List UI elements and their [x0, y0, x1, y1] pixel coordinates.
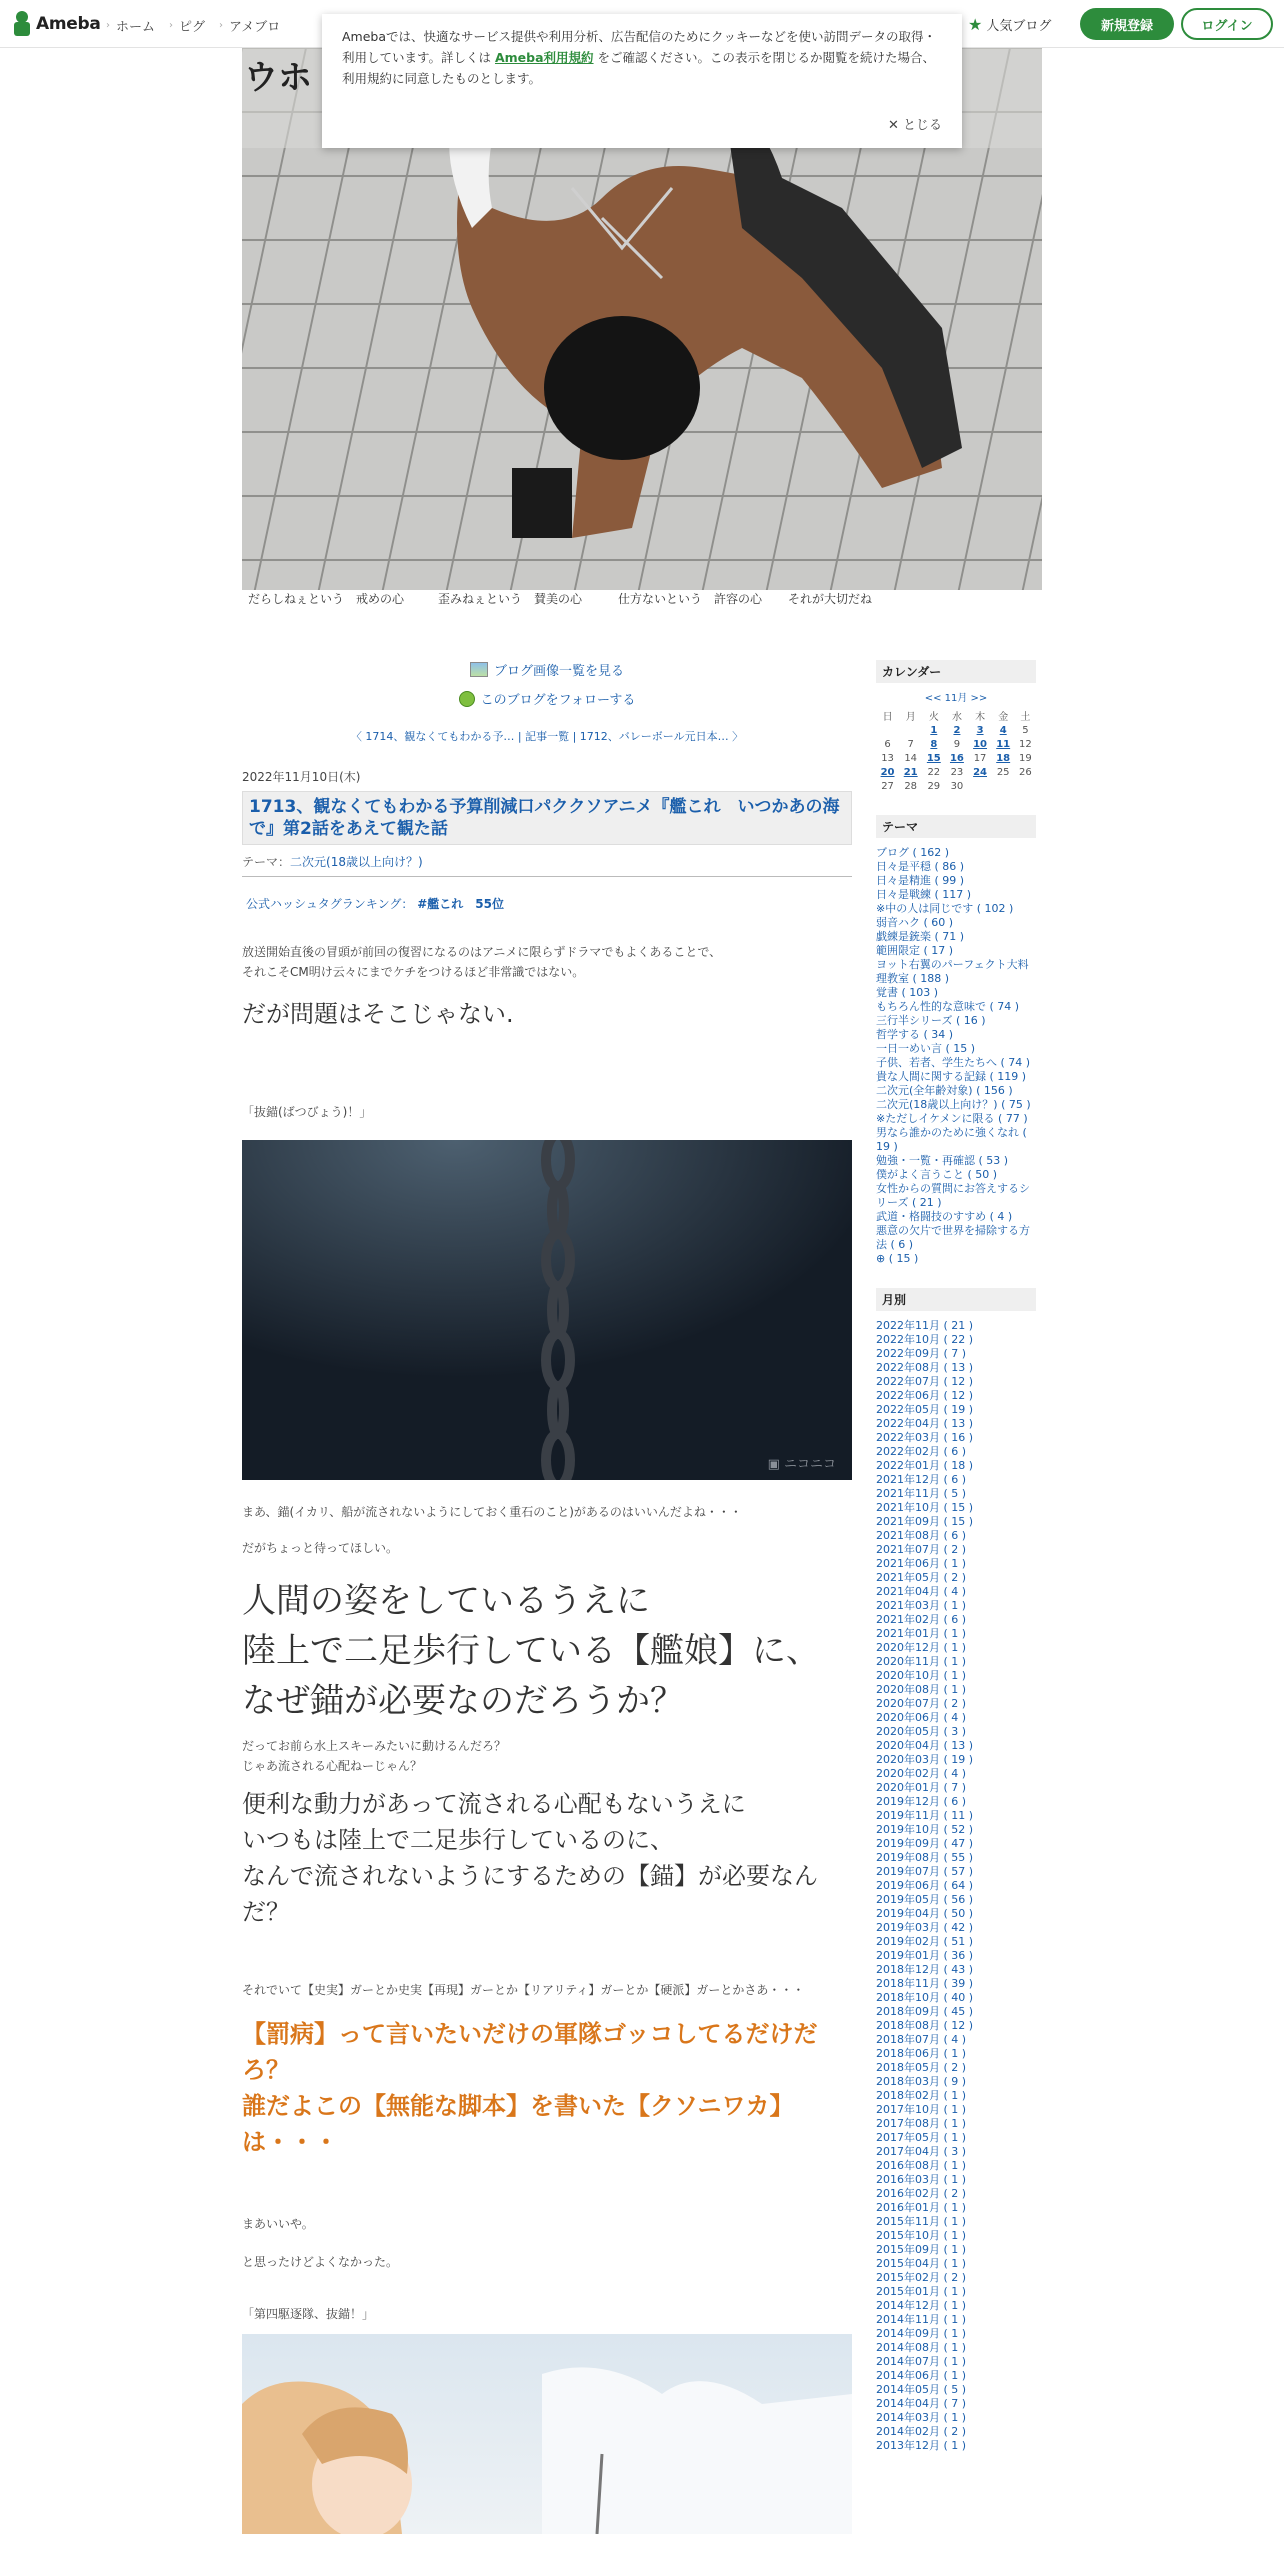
paragraph: と思ったけどよくなかった。	[242, 2255, 399, 2269]
theme-link[interactable]: 男なら誰かのために強くなれ ( 19 )	[876, 1126, 1027, 1153]
monthly-archive-link[interactable]: 2017年08月 ( 1 )	[876, 2117, 967, 2130]
monthly-archive-link[interactable]: 2022年10月 ( 22 )	[876, 1333, 974, 1346]
logo-text: Ameba	[36, 14, 101, 34]
monthly-archive-link[interactable]: 2014年08月 ( 1 )	[876, 2341, 967, 2354]
ameba-logo-icon	[12, 11, 32, 37]
calendar-day: 22	[927, 766, 941, 778]
calendar-day: 30	[950, 780, 964, 792]
monthly-archive-link[interactable]: 2022年01月 ( 18 )	[876, 1459, 974, 1472]
monthly-archive-link[interactable]: 2022年11月 ( 21 )	[876, 1319, 974, 1332]
paragraph: それこそCM明け云々にまでケチをつけるほど非常識ではない。	[242, 965, 585, 979]
monthly-archive-link[interactable]: 2014年04月 ( 7 )	[876, 2397, 967, 2410]
calendar-day: 29	[927, 780, 941, 792]
theme-link[interactable]: ※ただしイケメンに限る ( 77 )	[876, 1112, 1028, 1125]
monthly-archive-link[interactable]: 2019年11月 ( 11 )	[876, 1809, 974, 1822]
article-theme	[242, 853, 852, 877]
paragraph: それでいて【史実】ガーとか史実【再現】ガーとか【リアリティ】ガーとか【硬派】ガーとかさあ・・・	[242, 1983, 805, 1997]
monthly-archive-link[interactable]: 2021年02月 ( 6 )	[876, 1613, 967, 1626]
popular-blog-link[interactable]	[968, 15, 1051, 34]
quote: 「抜錨(ばつびょう)！」	[242, 1105, 372, 1119]
monthly-archive-link[interactable]: 2019年03月 ( 42 )	[876, 1921, 974, 1934]
emphasis-orange-text: 【罰病】って言いたいだけの軍隊ゴッコしてるだけだろ？	[242, 2020, 818, 2084]
monthly-archive-link[interactable]: 2019年09月 ( 47 )	[876, 1837, 974, 1850]
theme-link[interactable]: 二次元(全年齢対象) ( 156 )	[876, 1084, 1013, 1097]
calendar-day: 25	[996, 766, 1010, 778]
weekday-label: 木	[975, 712, 986, 723]
weekday-label: 金	[998, 712, 1009, 723]
monthly-archive-link[interactable]: 2016年08月 ( 1 )	[876, 2159, 967, 2172]
paragraph: まあ、錨(イカリ、船が流されないようにしておく重石のこと)があるのはいいんだよね・・・	[242, 1505, 742, 1519]
monthly-archive-link[interactable]: 2021年04月 ( 4 )	[876, 1585, 967, 1598]
monthly-archive-link[interactable]: 2018年08月 ( 12 )	[876, 2019, 974, 2032]
tagline-3: 仕方ないという 許容の心	[618, 592, 763, 606]
quote: 「第四駆逐隊、抜錨！」	[242, 2307, 375, 2321]
emphasis-orange-text: 誰だよこの【無能な脚本】を書いた【クソニワカ】は・・・	[242, 2092, 794, 2156]
theme-link[interactable]: 二次元(18歳以上向け？)	[290, 855, 423, 869]
nav-label: ピグ	[179, 20, 206, 35]
theme-label: テーマ：	[242, 855, 291, 869]
image-icon	[470, 662, 488, 677]
theme-link[interactable]: 弱音ハク ( 60 )	[876, 916, 954, 929]
monthly-archive-link[interactable]: 2022年06月 ( 12 )	[876, 1389, 974, 1402]
calendar-day: 27	[881, 780, 894, 792]
theme-link[interactable]: 日々是平穏 ( 86 )	[876, 860, 965, 873]
anime-screenshot-girl	[242, 2334, 852, 2534]
hashtag-ranking[interactable]	[242, 891, 852, 916]
tagline-1: だらしねぇという 戒めの心	[248, 592, 405, 606]
monthly-archive-link[interactable]: 2015年01月 ( 1 )	[876, 2285, 967, 2298]
calendar-day: 5	[1022, 724, 1029, 736]
follow-icon	[459, 691, 475, 707]
image-list-label: ブログ画像一覧を見る	[493, 664, 624, 679]
weekday-label: 土	[1020, 712, 1031, 723]
theme-link[interactable]: 範囲限定 ( 17 )	[876, 944, 954, 957]
monthly-archive-link[interactable]: 2018年11月 ( 39 )	[876, 1977, 974, 1990]
calendar-day: 26	[1019, 766, 1032, 778]
emphasis-text: だが問題はそこじゃない.	[242, 1000, 514, 1028]
calendar-day: 17	[973, 752, 987, 764]
article-pager[interactable]: 〈 1714、観なくてもわかる予… | 記事一覧 | 1712、バレーボール元日本… 〉	[350, 730, 744, 743]
theme-link[interactable]: 日々是戦練 ( 117 )	[876, 888, 972, 901]
crown-star-icon: ★	[968, 14, 983, 34]
image-list-link[interactable]	[242, 660, 852, 679]
monthly-archive-link[interactable]: 2021年01月 ( 1 )	[876, 1627, 967, 1640]
theme-list	[876, 846, 1036, 1266]
theme-heading: テーマ	[876, 815, 1036, 838]
article-date: 2022年11月10日(木)	[242, 770, 361, 784]
blog-title[interactable]: ウホ	[244, 58, 312, 98]
monthly-archive-link[interactable]: 2015年02月 ( 2 )	[876, 2271, 967, 2284]
theme-link[interactable]: ※中の人は同じです ( 102 )	[876, 902, 1014, 915]
monthly-archive-link[interactable]: 2021年12月 ( 6 )	[876, 1473, 967, 1486]
calendar	[876, 689, 1036, 793]
monthly-archive-link[interactable]: 2022年03月 ( 16 )	[876, 1431, 974, 1444]
nav-label: ホーム	[116, 20, 156, 35]
monthly-archive-link[interactable]: 2019年04月 ( 50 )	[876, 1907, 974, 1920]
ameba-logo[interactable]	[12, 10, 101, 38]
monthly-archive-link[interactable]: 2021年07月 ( 2 )	[876, 1543, 967, 1556]
emphasis-text: なぜ錨が必要なのだろうか？	[242, 1681, 684, 1721]
paragraph: まあいいや。	[242, 2217, 314, 2231]
calendar-day: 19	[1019, 752, 1032, 764]
chevron-right-icon: ›	[106, 20, 110, 31]
nav-item-pigg[interactable]	[169, 16, 205, 35]
monthly-archive-link[interactable]: 2020年07月 ( 2 )	[876, 1697, 967, 1710]
theme-link[interactable]: 二次元(18歳以上向け？) ( 75 )	[876, 1098, 1031, 1111]
chevron-right-icon: ›	[169, 20, 174, 31]
tagline-4: それが大切だね	[788, 592, 873, 606]
monthly-archive-link[interactable]: 2014年12月 ( 1 )	[876, 2299, 967, 2312]
monthly-archive-link[interactable]: 2022年08月 ( 13 )	[876, 1361, 974, 1374]
monthly-archive-link[interactable]: 2014年09月 ( 1 )	[876, 2327, 967, 2340]
monthly-archive-link[interactable]: 2019年06月 ( 64 )	[876, 1879, 974, 1892]
calendar-day: 6	[884, 738, 891, 750]
login-button[interactable]: ログイン	[1181, 8, 1273, 40]
weekday-label: 日	[882, 712, 893, 723]
monthly-archive-link[interactable]: 2020年04月 ( 13 )	[876, 1739, 974, 1752]
monthly-archive-list	[876, 1319, 1036, 2453]
popular-label: 人気ブログ	[986, 19, 1052, 34]
calendar-day	[876, 723, 899, 737]
theme-link[interactable]: 日々是精進 ( 99 )	[876, 874, 965, 887]
theme-link[interactable]: 勉強・一覧・再確認 ( 53 )	[876, 1154, 1009, 1167]
monthly-archive-link[interactable]: 2020年02月 ( 4 )	[876, 1767, 967, 1780]
calendar-day: 28	[904, 780, 918, 792]
theme-link[interactable]: 悪意の欠片で世界を掃除する方法 ( 6 )	[876, 1224, 1030, 1251]
article-title[interactable]: 1713、観なくてもわかる予算削減口パククソアニメ『艦これ いつかあの海で』第2話をあえて観た話	[242, 791, 852, 845]
monthly-archive-link[interactable]: 2018年12月 ( 43 )	[876, 1963, 974, 1976]
monthly-archive-link[interactable]: 2021年09月 ( 15 )	[876, 1515, 974, 1528]
calendar-day-link[interactable]: 10	[973, 738, 988, 750]
emphasis-text: いつもは陸上で二足歩行しているのに、	[242, 1826, 674, 1854]
monthly-archive-link[interactable]: 2019年05月 ( 56 )	[876, 1893, 974, 1906]
paragraph: 放送開始直後の冒頭が前回の復習になるのはアニメに限らずドラマでもよくあることで、	[242, 945, 722, 959]
calendar-day	[969, 779, 992, 793]
anime-screenshot-anchor-chain	[242, 1140, 852, 1480]
monthly-archive-link[interactable]: 2020年12月 ( 1 )	[876, 1641, 967, 1654]
monthly-archive-link[interactable]: 2018年10月 ( 40 )	[876, 1991, 974, 2004]
monthly-archive-link[interactable]: 2019年10月 ( 52 )	[876, 1823, 974, 1836]
monthly-archive-link[interactable]: 2015年10月 ( 1 )	[876, 2229, 967, 2242]
weekday-label: 月	[905, 712, 916, 723]
calendar-day-link[interactable]: 4	[999, 724, 1007, 736]
monthly-archive-link[interactable]: 2019年12月 ( 6 )	[876, 1795, 967, 1808]
article	[242, 650, 852, 2534]
terms-link[interactable]: Ameba利用規約	[494, 50, 594, 65]
theme-link[interactable]: もちろん性的な意味で ( 74 )	[876, 1000, 1020, 1013]
monthly-archive-link[interactable]: 2018年09月 ( 45 )	[876, 2005, 974, 2018]
monthly-archive-link[interactable]: 2013年12月 ( 1 )	[876, 2439, 967, 2452]
signup-button[interactable]: 新規登録	[1080, 8, 1174, 40]
monthly-archive-link[interactable]: 2020年10月 ( 1 )	[876, 1669, 967, 1682]
emphasis-text: 陸上で二足歩行している【艦娘】に、	[242, 1631, 820, 1671]
tagline-2: 歪みねぇという 賛美の心	[438, 592, 583, 606]
monthly-archive-link[interactable]: 2016年01月 ( 1 )	[876, 2201, 967, 2214]
monthly-archive-link[interactable]: 2022年04月 ( 13 )	[876, 1417, 974, 1430]
calendar-nav[interactable]: << 11月 >>	[924, 693, 988, 704]
monthly-archive-link[interactable]: 2014年05月 ( 5 )	[876, 2383, 967, 2396]
monthly-archive-link[interactable]: 2014年07月 ( 1 )	[876, 2355, 967, 2368]
nav-item-home[interactable]	[106, 16, 155, 35]
monthly-heading: 月別	[876, 1288, 1036, 1311]
calendar-day: 14	[904, 752, 918, 764]
theme-link[interactable]: 戯練是銃楽 ( 71 )	[876, 930, 965, 943]
monthly-archive-link[interactable]: 2019年08月 ( 55 )	[876, 1851, 974, 1864]
monthly-archive-link[interactable]: 2016年03月 ( 1 )	[876, 2173, 967, 2186]
follow-link[interactable]	[242, 689, 852, 708]
monthly-archive-link[interactable]: 2017年05月 ( 1 )	[876, 2131, 967, 2144]
follow-label: このブログをフォローする	[480, 693, 636, 708]
global-nav	[106, 16, 280, 35]
theme-link[interactable]: 覚書 ( 103 )	[876, 986, 939, 999]
blog-tagline	[248, 590, 1048, 607]
monthly-archive-link[interactable]: 2021年10月 ( 15 )	[876, 1501, 974, 1514]
monthly-archive-link[interactable]: 2018年07月 ( 4 )	[876, 2033, 967, 2046]
monthly-archive-link[interactable]: 2018年06月 ( 1 )	[876, 2047, 967, 2060]
calendar-day: 23	[950, 766, 964, 778]
calendar-day-link[interactable]: 24	[973, 766, 988, 778]
calendar-day-link[interactable]: 21	[903, 766, 918, 778]
monthly-archive-link[interactable]: 2015年11月 ( 1 )	[876, 2215, 967, 2228]
calendar-day-link[interactable]: 11	[996, 738, 1011, 750]
theme-link[interactable]: 三行半シリーズ ( 16 )	[876, 1014, 986, 1027]
calendar-day: 13	[881, 752, 894, 764]
theme-link[interactable]: ヨット右翼のパーフェクト大料理教室 ( 188 )	[876, 958, 1029, 985]
paragraph: じゃあ流される心配ねーじゃん？	[242, 1759, 423, 1773]
calendar-day-link[interactable]: 20	[880, 766, 895, 778]
monthly-archive-link[interactable]: 2014年06月 ( 1 )	[876, 2369, 967, 2382]
cookie-banner	[322, 14, 962, 148]
monthly-archive-link[interactable]: 2022年05月 ( 19 )	[876, 1403, 974, 1416]
monthly-archive-link[interactable]: 2018年03月 ( 9 )	[876, 2075, 967, 2088]
calendar-day-link[interactable]: 15	[926, 752, 941, 764]
monthly-archive-link[interactable]: 2020年08月 ( 1 )	[876, 1683, 967, 1696]
monthly-archive-link[interactable]: 2020年01月 ( 7 )	[876, 1781, 967, 1794]
monthly-archive-link[interactable]: 2018年05月 ( 2 )	[876, 2061, 967, 2074]
paragraph: だがちょっと待ってほしい。	[242, 1541, 399, 1555]
chevron-right-icon: ›	[219, 20, 224, 31]
monthly-archive-link[interactable]: 2020年06月 ( 4 )	[876, 1711, 967, 1724]
theme-link[interactable]: 武道・格闘技のすすめ ( 4 )	[876, 1210, 1013, 1223]
monthly-archive-link[interactable]: 2015年09月 ( 1 )	[876, 2243, 967, 2256]
monthly-archive-link[interactable]: 2014年11月 ( 1 )	[876, 2313, 967, 2326]
paragraph: だってお前ら水上スキーみたいに動けるんだろ？	[242, 1739, 507, 1753]
calendar-day: 9	[953, 738, 961, 750]
monthly-archive-link[interactable]: 2014年02月 ( 2 )	[876, 2425, 967, 2438]
monthly-archive-link[interactable]: 2021年11月 ( 5 )	[876, 1487, 967, 1500]
monthly-archive-link[interactable]: 2020年05月 ( 3 )	[876, 1725, 967, 1738]
cookie-text-1: Amebaでは、快適なサービス提供や利用分析、広告配信のためにクッキーなどを使い訪問データの取得・利用しています。詳しくは	[342, 29, 937, 65]
theme-link[interactable]: 子供、若者、学生たちへ ( 74 )	[876, 1056, 1031, 1069]
calendar-day-link[interactable]: 1	[930, 724, 938, 736]
hashtag-value: #艦これ 55位	[417, 897, 504, 911]
calendar-heading: カレンダー	[876, 660, 1036, 683]
calendar-day-link[interactable]: 8	[930, 738, 938, 750]
calendar-day	[1015, 779, 1036, 793]
sidebar	[876, 660, 1036, 2453]
calendar-table	[876, 708, 1036, 793]
calendar-day: 7	[907, 738, 914, 750]
emphasis-text: なんで流されないようにするための【錨】が必要なんだ？	[242, 1862, 818, 1926]
calendar-day	[899, 723, 922, 737]
monthly-archive-link[interactable]: 2019年01月 ( 36 )	[876, 1949, 974, 1962]
monthly-archive-link[interactable]: 2016年02月 ( 2 )	[876, 2187, 967, 2200]
monthly-archive-link[interactable]: 2021年06月 ( 1 )	[876, 1557, 967, 1570]
monthly-archive-link[interactable]: 2022年09月 ( 7 )	[876, 1347, 967, 1360]
theme-link[interactable]: 一日一めい言 ( 15 )	[876, 1042, 976, 1055]
cookie-close-button[interactable]: ✕ とじる	[887, 118, 942, 133]
calendar-day	[992, 779, 1015, 793]
monthly-archive-link[interactable]: 2022年02月 ( 6 )	[876, 1445, 967, 1458]
theme-link[interactable]: 貴な人間に関する記録 ( 119 )	[876, 1070, 1027, 1083]
emphasis-text: 便利な動力があって流される心配もないうえに	[242, 1790, 746, 1818]
theme-link[interactable]: 僕がよく言うこと ( 50 )	[876, 1168, 998, 1181]
monthly-archive-link[interactable]: 2015年04月 ( 1 )	[876, 2257, 967, 2270]
monthly-archive-link[interactable]: 2021年08月 ( 6 )	[876, 1529, 967, 1542]
monthly-archive-link[interactable]: 2020年03月 ( 19 )	[876, 1753, 974, 1766]
hashtag-label: 公式ハッシュタグランキング：	[246, 897, 414, 911]
weekday-label: 火	[928, 712, 939, 723]
monthly-archive-link[interactable]: 2017年10月 ( 1 )	[876, 2103, 967, 2116]
monthly-archive-link[interactable]: 2017年04月 ( 3 )	[876, 2145, 967, 2158]
calendar-day-link[interactable]: 18	[996, 752, 1011, 764]
monthly-archive-link[interactable]: 2019年07月 ( 57 )	[876, 1865, 974, 1878]
cookie-text-2: をご確認ください。この表示を閉じるか閲覧を続けた場合、利用規約に同意したものとします。	[342, 50, 936, 86]
theme-link[interactable]: ブログ ( 162 )	[876, 846, 950, 859]
monthly-archive-link[interactable]: 2014年03月 ( 1 )	[876, 2411, 967, 2424]
calendar-day: 12	[1019, 738, 1032, 750]
calendar-day-link[interactable]: 2	[953, 724, 961, 736]
monthly-archive-link[interactable]: 2019年02月 ( 51 )	[876, 1935, 974, 1948]
monthly-archive-link[interactable]: 2021年05月 ( 2 )	[876, 1571, 967, 1584]
monthly-archive-link[interactable]: 2020年11月 ( 1 )	[876, 1655, 967, 1668]
monthly-archive-link[interactable]: 2021年03月 ( 1 )	[876, 1599, 967, 1612]
nicovideo-watermark: ▣ ニコニコ	[767, 1457, 836, 1472]
nav-label: アメブロ	[229, 20, 281, 35]
weekday-label: 水	[951, 712, 962, 723]
theme-link[interactable]: ⊕ ( 15 )	[876, 1252, 919, 1265]
calendar-day-link[interactable]: 16	[949, 752, 964, 764]
calendar-day-link[interactable]: 3	[976, 724, 984, 736]
emphasis-text: 人間の姿をしているうえに	[242, 1581, 650, 1621]
theme-link[interactable]: 女性からの質問にお答えするシリーズ ( 21 )	[876, 1182, 1030, 1209]
theme-link[interactable]: 哲学する ( 34 )	[876, 1028, 954, 1041]
monthly-archive-link[interactable]: 2022年07月 ( 12 )	[876, 1375, 974, 1388]
nav-item-ameblo[interactable]	[219, 16, 280, 35]
monthly-archive-link[interactable]: 2018年02月 ( 1 )	[876, 2089, 967, 2102]
